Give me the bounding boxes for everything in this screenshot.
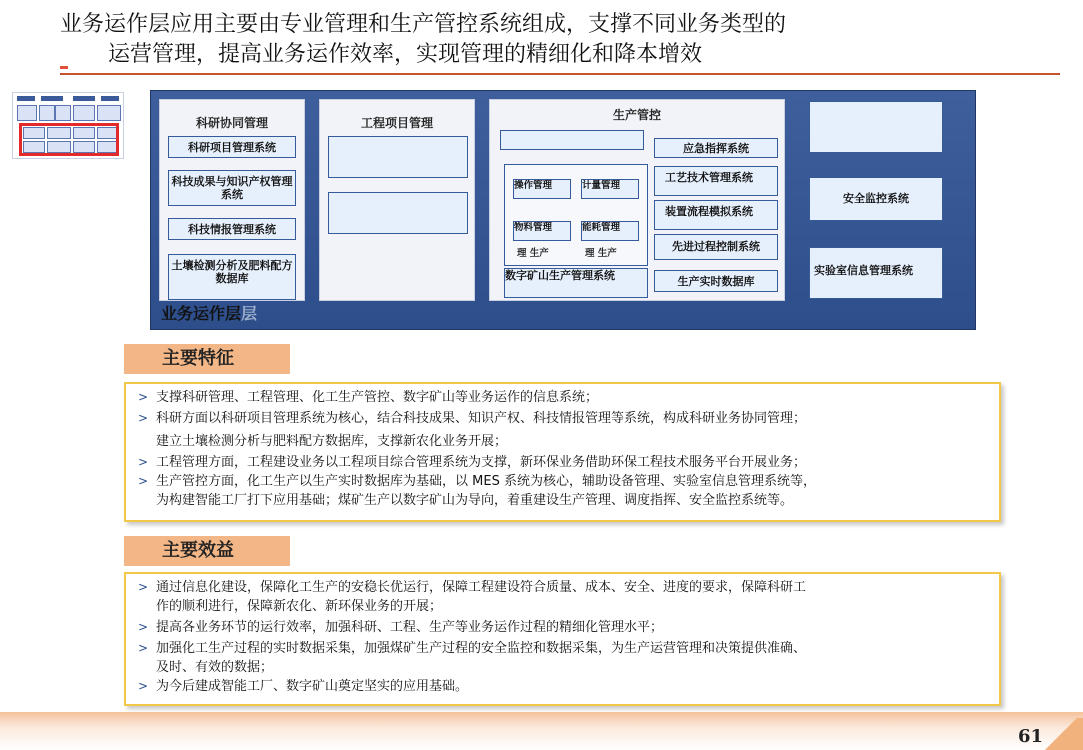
feature-cont: 为构建智能工厂打下应用基础；煤矿生产以数字矿山为导向，着重建设生产管理、调度指挥、安全监控系统等。	[156, 493, 794, 508]
feature-item	[134, 453, 987, 472]
realtime-database: 生产实时数据库	[654, 270, 778, 292]
architecture-thumbnail	[12, 92, 124, 159]
energy-mgmt: 能耗管理	[581, 221, 639, 241]
panel-production	[489, 99, 785, 301]
business-operation-layer-diagram	[150, 90, 976, 330]
bullet-arrow-icon: >	[138, 411, 149, 425]
layer-label	[161, 305, 257, 323]
bullet-arrow-icon: >	[138, 580, 149, 594]
operation-mgmt: 操作管理	[513, 179, 571, 199]
research-project-system: 科研项目管理系统	[168, 136, 296, 158]
footer-band	[0, 712, 1083, 750]
process-tech-system: 工艺技术管理系统	[654, 166, 778, 196]
feature-item	[134, 409, 987, 451]
slide-title	[60, 10, 1060, 70]
production-box-top	[500, 130, 644, 150]
feature-text: 支撑科研管理、工程管理、化工生产管控、数字矿山等业务运作的信息系统；	[156, 390, 599, 405]
benefit-item	[134, 639, 987, 677]
advanced-process-control: 先进过程控制系统	[654, 234, 778, 260]
bullet-arrow-icon: >	[138, 641, 149, 655]
digital-mine-system: 数字矿山生产管理系统	[504, 268, 648, 298]
benefit-item	[134, 618, 987, 637]
engineering-box-1	[328, 136, 468, 178]
benefit-text: 为今后建成智能工厂、数字矿山奠定坚实的应用基础。	[156, 679, 469, 694]
panel-engineering	[319, 99, 475, 301]
feature-text: 科研方面以科研项目管理系统为核心，结合科技成果、知识产权、科技情报管理等系统，构成科研业务协同管理；	[156, 411, 807, 426]
bullet-arrow-icon: >	[138, 679, 149, 693]
features-list	[124, 382, 1001, 522]
feature-item	[134, 388, 987, 407]
research-achievement-system: 科技成果与知识产权管理系统	[168, 170, 296, 206]
title-bullet	[60, 66, 68, 69]
feature-text: 生产管控方面，化工生产以生产实时数据库为基础，以 MES 系统为核心，辅助设备管理、实验室信息管理系统等，	[156, 474, 816, 489]
fragment-1: 理 生产	[517, 248, 549, 259]
layer-label-text: 业务运作层	[161, 304, 242, 323]
features-heading: 主要特征	[124, 344, 290, 374]
lims-system: 实验室信息管理系统	[809, 247, 943, 299]
safety-monitoring-system: 安全监控系统	[809, 177, 943, 221]
benefit-text: 通过信息化建设，保障化工生产的安稳长优运行，保障工程建设符合质量、成本、安全、进度的要求，保障科研工	[156, 580, 807, 595]
feature-text: 工程管理方面，工程建设业务以工程项目综合管理系统为支撑，新环保业务借助环保工程技术服务平台开展业务；	[156, 455, 807, 470]
engineering-title: 工程项目管理	[360, 116, 433, 130]
bullet-arrow-icon: >	[138, 474, 149, 488]
bullet-arrow-icon: >	[138, 390, 149, 404]
benefit-cont: 及时、有效的数据；	[156, 660, 274, 675]
material-mgmt: 物料管理	[513, 221, 571, 241]
fragment-2: 理 生产	[585, 248, 617, 259]
page-number: 61	[1017, 726, 1043, 747]
benefit-item	[134, 578, 987, 616]
feature-item	[134, 472, 987, 510]
title-line-2: 运营管理，提高业务运作效率，实现管理的精细化和降本增效	[108, 42, 703, 67]
layer-label-ghost: 层	[241, 304, 258, 323]
bullet-arrow-icon: >	[138, 455, 149, 469]
title-line-1: 业务运作层应用主要由专业管理和生产管控系统组成，支撑不同业务类型的	[60, 12, 787, 37]
benefits-list	[124, 572, 1001, 706]
engineering-box-2	[328, 192, 468, 234]
soil-fertilizer-database: 土壤检测分析及肥料配方数据库	[168, 254, 296, 300]
benefit-text: 加强化工生产过程的实时数据采集，加强煤矿生产过程的安全监控和数据采集，为生产运营管理和决策提供准确、	[156, 641, 807, 656]
panel-research	[159, 99, 305, 301]
research-intelligence-system: 科技情报管理系统	[168, 218, 296, 240]
emergency-command-system: 应急指挥系统	[654, 138, 778, 158]
right-box-top	[809, 101, 943, 153]
benefit-item	[134, 677, 987, 696]
title-rule	[60, 73, 1060, 75]
page-corner	[1045, 718, 1083, 750]
device-simulation-system: 装置流程模拟系统	[654, 200, 778, 230]
mes-group	[504, 164, 648, 266]
benefits-heading: 主要效益	[124, 536, 290, 566]
benefit-text: 提高各业务环节的运行效率，加强科研、工程、生产等业务运作过程的精细化管理水平；	[156, 620, 664, 635]
metering-mgmt: 计量管理	[581, 179, 639, 199]
benefit-cont: 作的顺利进行，保障新农化、新环保业务的开展；	[156, 599, 443, 614]
production-title: 生产管控	[612, 108, 661, 122]
bullet-arrow-icon: >	[138, 620, 149, 634]
feature-cont: 建立土壤检测分析与肥料配方数据库，支撑新农化业务开展；	[156, 434, 508, 449]
thumbnail-highlight	[19, 123, 119, 156]
research-title: 科研协同管理	[195, 116, 268, 130]
